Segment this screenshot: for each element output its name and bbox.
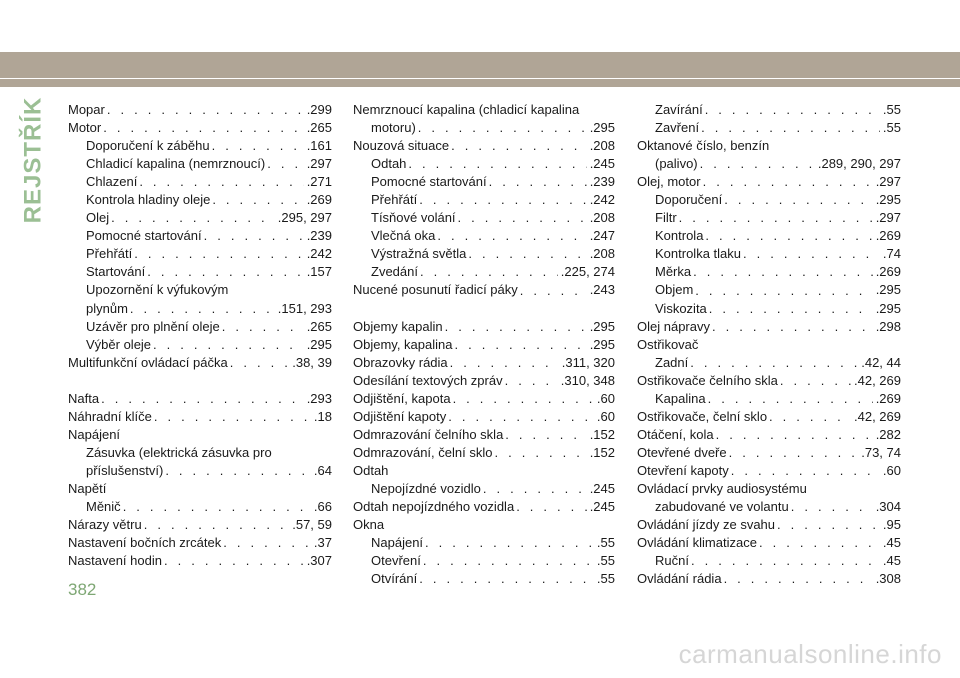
index-entry-pages: .60: [596, 390, 615, 406]
index-entry-pages: .245: [589, 156, 615, 172]
index-entry: [637, 300, 901, 318]
index-entry: [353, 155, 615, 173]
index-entry: [637, 227, 901, 245]
dot-leader: [419, 191, 586, 209]
index-entry-term: Otevření: [371, 553, 421, 569]
index-entry: [637, 209, 901, 227]
index-entry: [637, 408, 901, 426]
index-entry-pages: .289, 290, 297: [817, 156, 901, 172]
dot-leader: [450, 354, 559, 372]
index-entry: [68, 263, 332, 281]
index-entry-term: Multifunkční ovládací páčka: [68, 354, 228, 370]
dot-leader: [703, 173, 873, 191]
dot-leader: [420, 263, 558, 281]
index-entry-term: Olej nápravy: [637, 318, 710, 334]
index-entry: [68, 534, 332, 552]
index-entry-pages: .60: [882, 462, 901, 478]
index-entry-term: Otevření kapoty: [637, 462, 729, 478]
index-entry: [637, 119, 901, 137]
index-entry-term: Zadní: [655, 354, 689, 370]
index-entry-term: Kontrola hladiny oleje: [86, 192, 211, 208]
index-entry-pages: .293: [306, 390, 332, 406]
index-entry-term: Odtah nepojízdného vozidla: [353, 499, 515, 515]
index-entry-term: Ovládání rádia: [637, 571, 722, 587]
index-heading: Napětí: [68, 480, 107, 496]
index-entry: [353, 372, 615, 390]
index-entry: [637, 155, 901, 173]
index-entry-pages: .295, 297: [277, 210, 332, 226]
index-entry-pages: .299: [306, 102, 332, 117]
index-entry: [353, 534, 615, 552]
index-column-3: [637, 101, 901, 588]
index-entry: [353, 480, 615, 498]
index-entry-term: Uzávěr pro plnění oleje: [86, 318, 220, 334]
index-entry-pages: .269: [875, 390, 901, 406]
dot-leader: [423, 552, 594, 570]
index-entry-pages: .295: [306, 336, 332, 352]
index-entry-pages: .42, 269: [854, 372, 901, 388]
section-title-text: REJSTŘÍK: [19, 96, 46, 224]
index-entry-term: Olej, motor: [637, 174, 701, 190]
index-entry: [353, 227, 615, 245]
index-entry: [353, 119, 615, 137]
index-spacer: [68, 372, 332, 390]
index-entry-term: Doporučení k záběhu: [86, 138, 210, 154]
index-entry-pages: .269: [875, 228, 901, 244]
dot-leader: [708, 390, 873, 408]
index-entry-pages: .295: [875, 282, 901, 298]
index-heading: Ostřikovač: [637, 336, 699, 352]
index-entry-pages: .271: [306, 174, 332, 190]
index-entry: [353, 408, 615, 426]
index-entry-term: Odesílání textových zpráv: [353, 372, 503, 388]
index-entry-pages: .245: [589, 480, 615, 496]
index-entry-term: zabudované ve volantu: [655, 499, 789, 515]
index-entry-pages: .152: [589, 444, 615, 460]
dot-leader: [705, 227, 872, 245]
dot-leader: [743, 245, 880, 263]
dot-leader: [695, 282, 872, 300]
index-entry-term: Doporučení: [655, 192, 723, 208]
dot-leader: [134, 245, 303, 263]
index-entry-pages: .57, 59: [292, 517, 332, 533]
index-entry-term: Kontrolka tlaku: [655, 246, 741, 262]
index-entry-term: Náhradní klíče: [68, 408, 152, 424]
index-entry-pages: .297: [875, 174, 901, 190]
dot-leader: [712, 318, 873, 336]
index-entry: [637, 281, 901, 299]
index-entry: [68, 498, 332, 516]
index-entry: [637, 318, 901, 336]
index-entry-term: Kapalina: [655, 390, 706, 406]
dot-leader: [111, 209, 275, 227]
index-entry-pages: .55: [882, 102, 901, 117]
index-entry-term: Ovládání klimatizace: [637, 535, 757, 551]
index-entry-pages: .152: [589, 426, 615, 442]
index-entry-pages: .45: [882, 535, 901, 551]
dot-leader: [690, 354, 858, 372]
index-entry-term: Motor: [68, 120, 102, 136]
index-entry: [353, 354, 615, 372]
index-entry: [353, 570, 615, 588]
index-entry: [353, 390, 615, 408]
index-entry-term: Tísňové volání: [371, 210, 456, 226]
index-entry: [68, 119, 332, 137]
index-entry-pages: .151, 293: [277, 300, 332, 316]
index-entry-term: Otáčení, kola: [637, 426, 714, 442]
index-entry: [637, 498, 901, 516]
index-entry-pages: .95: [882, 517, 901, 533]
dot-leader: [144, 516, 290, 534]
index-entry: [68, 227, 332, 245]
index-entry-term: Ruční: [655, 553, 689, 569]
page-number: 382: [68, 580, 97, 599]
header-band-thin: [0, 79, 960, 87]
index-entry: [353, 245, 615, 263]
index-heading: Upozornění k výfukovým: [86, 282, 229, 298]
index-entry: [353, 336, 615, 354]
index-entry-term: Ovládání jízdy ze svahu: [637, 517, 776, 533]
dot-leader: [408, 155, 586, 173]
index-entry: [637, 354, 901, 372]
dot-leader: [267, 155, 303, 173]
index-entry: [637, 390, 901, 408]
dot-leader: [419, 570, 594, 588]
index-heading: Oktanové číslo, benzín: [637, 138, 770, 154]
index-entry-term: Otevřené dveře: [637, 444, 727, 460]
index-entry-pages: .73, 74: [861, 444, 901, 460]
dot-leader: [222, 318, 304, 336]
index-entry-term: Odmrazování čelního skla: [353, 426, 504, 442]
index-entry: [353, 426, 615, 444]
index-entry-term: Ostřikovače, čelní sklo: [637, 408, 768, 424]
dot-leader: [489, 173, 587, 191]
index-entry-term: Nastavení hodin: [68, 553, 162, 569]
dot-leader: [777, 516, 880, 534]
index-entry-pages: .208: [589, 246, 615, 262]
dot-leader: [154, 408, 311, 426]
index-entry-pages: .60: [596, 408, 615, 424]
watermark: carmanualsonline.info: [678, 639, 942, 669]
index-entry-pages: .265: [306, 120, 332, 136]
dot-leader: [107, 101, 304, 119]
index-entry-term: Objemy kapalin: [353, 318, 443, 334]
dot-leader: [147, 263, 303, 281]
index-entry-term: Přehřátí: [86, 246, 133, 262]
dot-leader: [418, 119, 587, 137]
dot-leader: [445, 318, 587, 336]
dot-leader: [130, 300, 275, 318]
dot-leader: [454, 336, 586, 354]
header-band: [0, 52, 960, 78]
index-entry-pages: .161: [306, 138, 332, 154]
index-entry-pages: .38, 39: [292, 354, 332, 370]
index-entry-term: Nastavení bočních zrcátek: [68, 535, 222, 551]
dot-leader: [731, 462, 880, 480]
index-heading: Okna: [353, 517, 385, 533]
dot-leader: [709, 300, 873, 318]
index-heading: Nemrznoucí kapalina (chladicí kapalina: [353, 102, 580, 117]
dot-leader: [212, 191, 303, 209]
dot-leader: [701, 119, 880, 137]
index-entry-pages: .269: [306, 192, 332, 208]
dot-leader: [425, 534, 594, 552]
index-entry-term: Zvedání: [371, 264, 418, 280]
index-entry: [637, 552, 901, 570]
dot-leader: [448, 408, 594, 426]
index-entry-term: Pomocné startování: [86, 228, 202, 244]
index-entry: [353, 281, 615, 299]
dot-leader: [791, 498, 873, 516]
index-entry-term: Odmrazování, čelní sklo: [353, 444, 493, 460]
index-entry-term: (palivo): [655, 156, 698, 172]
index-entry-pages: .208: [589, 210, 615, 226]
index-entry: [637, 444, 901, 462]
dot-leader: [729, 444, 859, 462]
dot-leader: [103, 119, 303, 137]
index-entry-term: Startování: [86, 264, 146, 280]
index-entry-term: Vlečná oka: [371, 228, 436, 244]
dot-leader: [139, 173, 303, 191]
index-entry: [68, 408, 332, 426]
index-entry: [68, 209, 332, 227]
index-entry-pages: .295: [589, 336, 615, 352]
dot-leader: [451, 137, 587, 155]
index-entry: [353, 191, 615, 209]
index-entry-term: Nafta: [68, 390, 100, 406]
index-entry-term: plynům: [86, 300, 128, 316]
index-entry-term: Chladicí kapalina (nemrznoucí): [86, 156, 266, 172]
index-entry: [68, 336, 332, 354]
index-entry-term: Odtah: [371, 156, 407, 172]
index-entry-term: Měnič: [86, 499, 121, 515]
dot-leader: [212, 137, 304, 155]
dot-leader: [164, 552, 304, 570]
index-entry-term: Výstražná světla: [371, 246, 467, 262]
index-entry-pages: .55: [596, 553, 615, 569]
index-entry-pages: .55: [596, 571, 615, 587]
dot-leader: [520, 282, 587, 300]
index-entry-pages: .304: [875, 499, 901, 515]
index-entry: [353, 498, 615, 516]
index-entry: [637, 173, 901, 191]
dot-leader: [468, 245, 586, 263]
index-entry: [637, 462, 901, 480]
dot-leader: [101, 390, 304, 408]
index-entry-term: Objemy, kapalina: [353, 336, 453, 352]
index-entry-pages: .297: [875, 210, 901, 226]
dot-leader: [204, 227, 304, 245]
dot-leader: [724, 570, 873, 588]
dot-leader: [230, 354, 290, 372]
index-entry-term: Napájení: [371, 535, 424, 551]
index-entry: [68, 155, 332, 173]
index-entry-pages: .310, 348: [560, 372, 615, 388]
index-heading: Zásuvka (elektrická zásuvka pro: [86, 444, 272, 460]
index-spacer: [353, 300, 615, 318]
index-entry-term: motoru): [371, 120, 416, 136]
dot-leader: [769, 408, 851, 426]
index-entry: [637, 570, 901, 588]
index-entry-term: Zavírání: [655, 102, 703, 117]
index-entry-pages: .265: [306, 318, 332, 334]
index-entry-term: Obrazovky rádia: [353, 354, 448, 370]
index-entry-pages: .295: [875, 192, 901, 208]
index-entry-pages: .64: [313, 462, 332, 478]
index-entry: [637, 516, 901, 534]
index-entry-pages: .243: [589, 282, 615, 298]
dot-leader: [700, 155, 815, 173]
index-entry: [353, 444, 615, 462]
dot-leader: [153, 336, 304, 354]
index-heading: Odtah: [353, 462, 389, 478]
index-entry-term: Odjištění, kapota: [353, 390, 451, 406]
section-side-title: [19, 96, 46, 224]
index-entry-pages: .42, 269: [854, 408, 901, 424]
index-entry: [353, 552, 615, 570]
index-entry-term: Pomocné startování: [371, 174, 487, 190]
index-entry-term: Nucené posunutí řadicí páky: [353, 282, 518, 298]
index-entry-pages: .157: [306, 264, 332, 280]
index-entry: [68, 137, 332, 155]
dot-leader: [724, 191, 872, 209]
index-entry-term: Nouzová situace: [353, 138, 450, 154]
index-entry-pages: .208: [589, 138, 615, 154]
dot-leader: [123, 498, 311, 516]
index-entry-pages: .18: [313, 408, 332, 424]
index-entry: [637, 534, 901, 552]
index-entry: [68, 516, 332, 534]
index-column-2: [353, 101, 615, 588]
index-entry: [353, 209, 615, 227]
dot-leader: [505, 426, 586, 444]
dot-leader: [705, 101, 880, 119]
index-entry-term: Odjištění kapoty: [353, 408, 447, 424]
index-entry-pages: .297: [306, 156, 332, 172]
index-entry: [637, 372, 901, 390]
index-entry-pages: .308: [875, 571, 901, 587]
index-entry-term: Chlazení: [86, 174, 138, 190]
index-entry-term: Zavření: [655, 120, 700, 136]
index-entry-term: Kontrola: [655, 228, 704, 244]
index-heading: Ovládací prvky audiosystému: [637, 480, 807, 496]
index-entry: [68, 101, 332, 119]
index-entry-term: Otvírání: [371, 571, 418, 587]
index-entry-term: Nárazy větru: [68, 517, 142, 533]
index-entry-pages: .247: [589, 228, 615, 244]
index-entry-pages: .242: [589, 192, 615, 208]
index-heading: Napájení: [68, 426, 121, 442]
index-entry-term: Objem: [655, 282, 694, 298]
dot-leader: [494, 444, 586, 462]
dot-leader: [780, 372, 851, 390]
index-entry-pages: .295: [589, 318, 615, 334]
index-entry-term: Nepojízdné vozidlo: [371, 480, 481, 496]
index-entry: [637, 263, 901, 281]
index-entry-term: Měrka: [655, 264, 692, 280]
index-entry: [68, 354, 332, 372]
index-entry-pages: .74: [882, 246, 901, 262]
index-entry-pages: .239: [306, 228, 332, 244]
dot-leader: [458, 209, 587, 227]
index-entry-pages: .311, 320: [561, 354, 615, 370]
index-entry-pages: .245: [589, 499, 615, 515]
index-entry-pages: .55: [882, 120, 901, 136]
index-entry: [68, 552, 332, 570]
index-entry: [637, 426, 901, 444]
dot-leader: [437, 227, 586, 245]
index-entry-term: Mopar: [68, 102, 105, 117]
dot-leader: [165, 462, 311, 480]
index-entry-pages: .42, 44: [861, 354, 901, 370]
index-column-1: [68, 101, 332, 570]
dot-leader: [691, 552, 880, 570]
dot-leader: [505, 372, 558, 390]
index-entry-term: příslušenství): [86, 462, 164, 478]
index-entry-pages: .282: [875, 426, 901, 442]
index-entry: [68, 318, 332, 336]
index-entry-pages: .66: [313, 499, 332, 515]
dot-leader: [679, 209, 873, 227]
index-entry: [637, 245, 901, 263]
index-entry: [68, 390, 332, 408]
index-entry-term: Viskozita: [655, 300, 707, 316]
index-entry-pages: .55: [596, 535, 615, 551]
index-entry-term: Přehřátí: [371, 192, 418, 208]
dot-leader: [223, 534, 311, 552]
index-entry-pages: .239: [589, 174, 615, 190]
index-entry: [353, 173, 615, 191]
index-entry: [68, 191, 332, 209]
dot-leader: [483, 480, 587, 498]
index-entry-pages: .225, 274: [560, 264, 615, 280]
index-entry-term: Filtr: [655, 210, 677, 226]
index-entry-pages: .295: [875, 300, 901, 316]
index-entry: [68, 173, 332, 191]
index-entry-pages: .298: [875, 318, 901, 334]
index-entry: [68, 462, 332, 480]
dot-leader: [453, 390, 594, 408]
index-entry: [68, 300, 332, 318]
dot-leader: [716, 426, 873, 444]
dot-leader: [759, 534, 880, 552]
index-entry-pages: .307: [306, 553, 332, 569]
dot-leader: [693, 263, 873, 281]
index-entry-pages: .269: [875, 264, 901, 280]
index-entry: [68, 245, 332, 263]
index-entry-pages: .45: [882, 553, 901, 569]
index-entry-pages: .37: [313, 535, 332, 551]
dot-leader: [516, 498, 587, 516]
index-entry: [353, 263, 615, 281]
index-entry: [353, 137, 615, 155]
index-entry: [353, 318, 615, 336]
index-entry-pages: .242: [306, 246, 332, 262]
index-entry-pages: .295: [589, 120, 615, 136]
index-entry-term: Ostřikovače čelního skla: [637, 372, 778, 388]
index-entry-term: Olej: [86, 210, 110, 226]
index-entry-term: Výběr oleje: [86, 336, 152, 352]
index-entry: [637, 101, 901, 119]
index-entry: [637, 191, 901, 209]
